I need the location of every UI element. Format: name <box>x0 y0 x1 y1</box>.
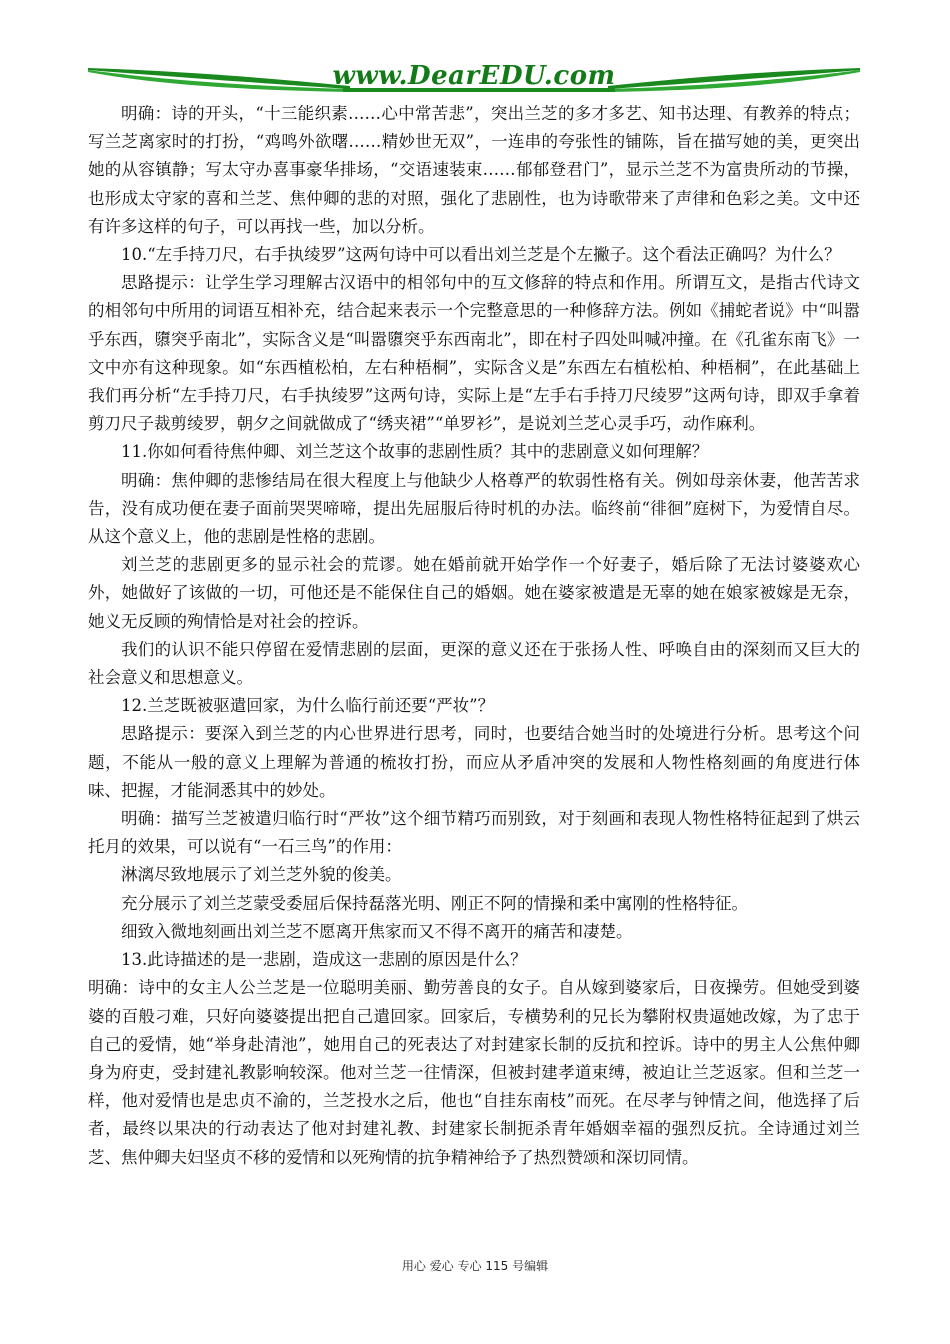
site-logo-text: www.DearEDU.com <box>332 61 616 91</box>
paragraph: 11.你如何看待焦仲卿、刘兰芝这个故事的悲剧性质？其中的悲剧意义如何理解？ <box>121 442 709 462</box>
paragraph: 思路提示：要深入到兰芝的内心世界进行思考，同时，也要结合她当时的处境进行分析。思考这个问题，不能从一般的意义上理解为普通的梳妆打扮，而应从矛盾冲突的发展和人物性格刻画的角度进行体味、把握，才能洞悉其中的妙处。 <box>88 724 860 800</box>
paragraph: 明确：描写兰芝被遣归临行时“严妆”这个细节精巧而别致，对于刻画和表现人物性格特征起到了烘云托月的效果，可以说有“一石三鸟”的作用： <box>88 809 860 857</box>
paragraph: 明确：诗中的女主人公兰芝是一位聪明美丽、勤劳善良的女子。自从嫁到婆家后，日夜操劳。但她受到婆婆的百般刁难，只好向婆婆提出把自己遣回家。回家后，专横势利的兄长为攀附权贵逼她改嫁，为了忠于自己的爱情，她“举身赴清池”，她用自己的死表达了对封建家长制的反抗和控诉。诗中的男主人公焦仲卿身为府吏，受封建礼教影响较深。他对兰芝一往情深，但被封建孝道束缚，被迫让兰芝返家。但和兰芝一样，他对爱情也是忠贞不渝的，兰芝投水之后，他也“自挂东南枝”而死。在尽孝与钟情之间，他选择了后者，最终以果决的行动表达了他对封建礼教、封建家长制扼杀青年婚姻幸福的强烈反抗。全诗通过刘兰芝、焦仲卿夫妇坚贞不移的爱情和以死殉情的抗争精神给予了热烈赞颂和深切同情。 <box>88 978 860 1167</box>
paragraph: 我们的认识不能只停留在爱情悲剧的层面，更深的意义还在于张扬人性、呼唤自由的深刻而又巨大的社会意义和思想意义。 <box>88 639 860 688</box>
paragraph: 明确：焦仲卿的悲惨结局在很大程度上与他缺少人格尊严的软弱性格有关。例如母亲休妻，他苦苦求告，没有成功便在妻子面前哭哭啼啼，提出先屈服后待时机的办法。临终前“徘徊”庭树下，为爱情自尽。从这个意义上，他的悲剧是性格的悲剧。 <box>88 470 860 547</box>
paragraph: 12.兰芝既被驱遣回家，为什么临行前还要“严妆”？ <box>121 696 495 716</box>
paragraph: 细致入微地刻画出刘兰芝不愿离开焦家而又不得不离开的痛苦和凄楚。 <box>121 921 633 941</box>
paragraph: 13.此诗描述的是一悲剧，造成这一悲剧的原因是什么？ <box>121 950 527 970</box>
document-body <box>88 100 860 1172</box>
page-header <box>88 58 860 98</box>
paragraph: 思路提示：让学生学习理解古汉语中的相邻句中的互文修辞的特点和作用。所谓互文，是指古代诗文的相邻句中所用的词语互相补充，结合起来表示一个完整意思的一种修辞方法。例如《捕蛇者说》中“叫嚣乎东西，隳突乎南北”，实际含义是“叫嚣隳突乎东西南北”，即在村子四处叫喊冲撞。在《孔雀东南飞》一文中亦有这种现象。如“东西植松柏，左右种梧桐”，实际含义是”东西左右植松柏、种梧桐”，在此基础上我们再分析“左手持刀尺，右手执绫罗”这两句诗，实际上是“左手右手持刀尺绫罗”这两句诗，即双手拿着剪刀尺子裁剪绫罗，朝夕之间就做成了“绣夹裙”“单罗衫”，是说刘兰芝心灵手巧，动作麻利。 <box>88 273 860 434</box>
paragraph: 10.“左手持刀尺，右手执绫罗”这两句诗中可以看出刘兰芝是个左撇子。这个看法正确吗？为什么？ <box>121 245 841 265</box>
paragraph: 刘兰芝的悲剧更多的显示社会的荒谬。她在婚前就开始学作一个好妻子，婚后除了无法讨婆婆欢心外，她做好了该做的一切，可他还是不能保住自己的婚姻。她在婆家被遣是无辜的她在娘家被嫁是无奈，她义无反顾的殉情恰是对社会的控诉。 <box>88 555 860 631</box>
paragraph: 淋漓尽致地展示了刘兰芝外貌的俊美。 <box>121 865 402 885</box>
page-footer: 用心 爱心 专心 115 号编辑 <box>401 1259 549 1273</box>
paragraph: 充分展示了刘兰芝蒙受委屈后保持磊落光明、刚正不阿的情操和柔中寓刚的性格特征。 <box>121 893 748 913</box>
paragraph: 明确：诗的开头，“十三能织素……心中常苦悲”，突出兰芝的多才多艺、知书达理、有教养的特点；写兰芝离家时的打扮，“鸡鸣外欲曙……精妙世无双”，一连串的夸张性的铺陈，旨在描写她的美，更突出她的从容镇静；写太守办喜事豪华排场，“交语速装束……郁郁登君门”，显示兰芝不为富贵所动的节操，也形成太守家的喜和兰芝、焦仲卿的悲的对照，强化了悲剧性，也为诗歌带来了声律和色彩之美。文中还有许多这样的句子，可以再找一些，加以分析。 <box>88 104 860 236</box>
